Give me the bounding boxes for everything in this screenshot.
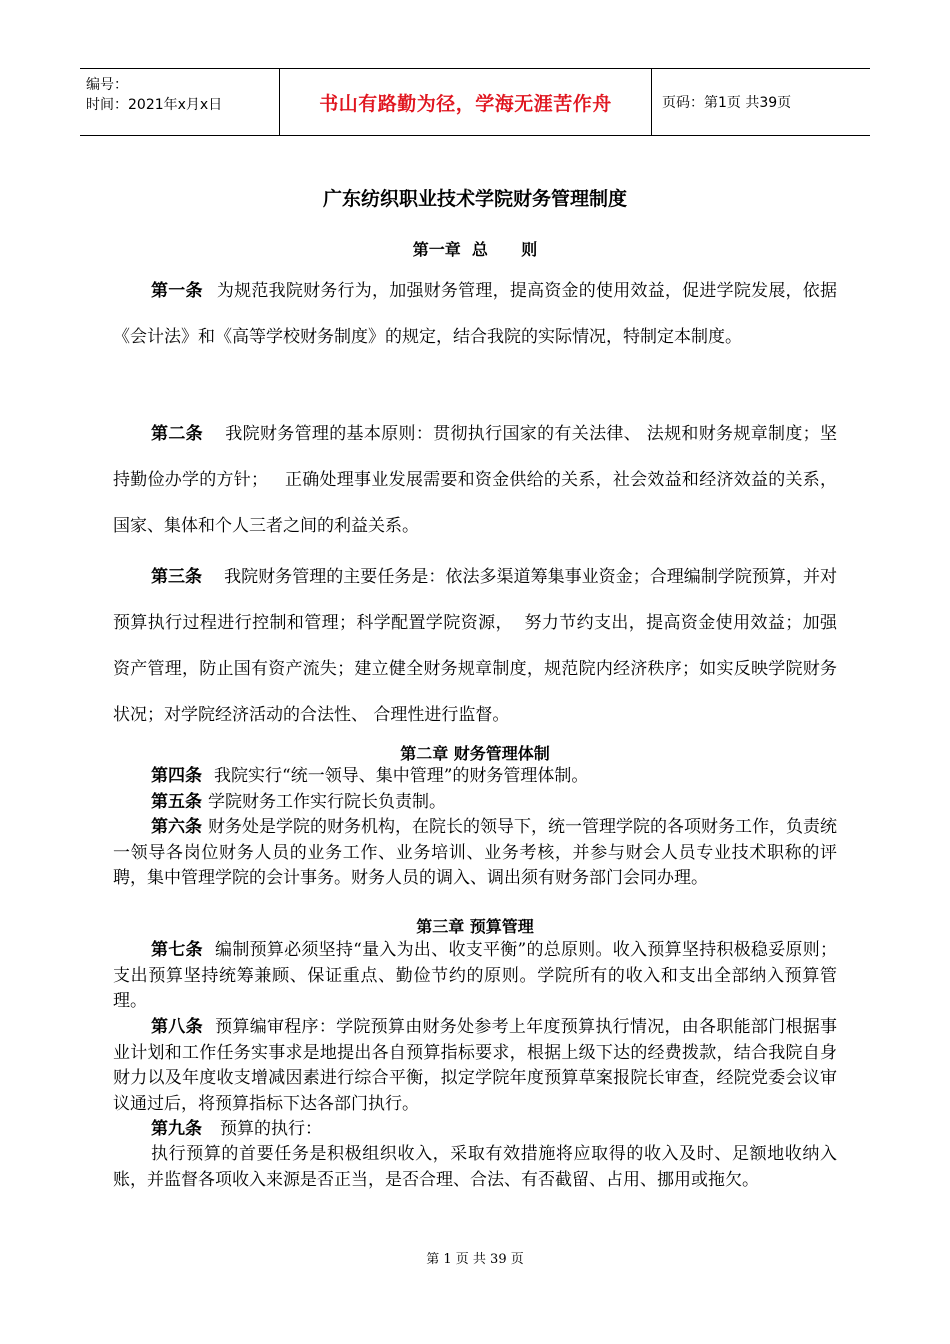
chapter-2-heading: 第二章 财务管理体制 [400,744,550,763]
article-6-text: 财务处是学院的财务机构，在院长的领导下，统一管理学院的各项财务工作，负责统一领导各岗位财务人员的业务工作、业务培训、业务考核，并参与财会人员专业技术职称的评聘，集中管理学院的会计事务。财务人员的调入、调出须有财务部门会同办理。 [113,817,837,888]
article-2-text: 我院财务管理的基本原则：贯彻执行国家的有关法律、 法规和财务规章制度；坚持勤俭办学的方针； 正确处理事业发展需要和资金供给的关系，社会效益和经济效益的关系，国家、集体和个人三者之间的利益关系。 [113,424,837,536]
article-9 [113,1117,837,1143]
chapter-1-heading: 第一章 总 则 [412,240,538,259]
article-2-head: 第二条 [151,424,203,444]
article-1-head: 第一条 [151,281,203,301]
article-3 [113,554,837,738]
article-7 [113,938,837,1015]
article-6-head: 第六条 [151,817,202,837]
article-4-text: 我院实行“统一领导、集中管理”的财务管理体制。 [214,766,589,786]
motto-text: 书山有路勤为径，学海无涯苦作舟 [319,92,612,115]
article-8-text: 预算编审程序：学院预算由财务处参考上年度预算执行情况，由各职能部门根据事业计划和工作任务实事求是地提出各自预算指标要求，根据上级下达的经费拨款，结合我院自身财力以及年度收支增减因素进行综合平衡，拟定学院年度预算草案报院长审查，经院党委会议审议通过后，将预算指标下达各部门执行。 [113,1017,838,1114]
header-meta-cell [80,69,280,135]
page-info: 页码：第1页 共39页 [662,95,792,111]
article-1-text: 为规范我院财务行为，加强财务管理，提高资金的使用效益，促进学院发展，依据《会计法》和《高等学校财务制度》的规定，结合我院的实际情况，特制定本制度。 [113,281,838,347]
article-7-text: 编制预算必须坚持“量入为出、收支平衡”的总原则。收入预算坚持积极稳妥原则；支出预算坚持统筹兼顾、保证重点、勤俭节约的原则。学院所有的收入和支出全部纳入预算管理。 [113,940,837,1011]
article-6 [113,815,837,892]
article-3-text: 我院财务管理的主要任务是：依法多渠道筹集事业资金；合理编制学院预算，并对预算执行过程进行控制和管理；科学配置学院资源， 努力节约支出，提高资金使用效益；加强资产管理，防止国有资产流失；建立健全财务规章制度，规范院内经济秩序；如实反映学院财务状况；对学院经济活动的合法性、 合理性进行监督。 [113,567,837,725]
header-table [80,68,870,136]
article-7-head: 第七条 [151,940,203,960]
article-4-head: 第四条 [151,766,202,786]
header-motto-cell [280,69,652,135]
page-footer: 第 1 页 共 39 页 [426,1252,524,1267]
article-1 [113,268,837,360]
article-9-paragraph: 执行预算的首要任务是积极组织收入，采取有效措施将应取得的收入及时、足额地收纳入账，并监督各项收入来源是否正当，是否合理、合法、有否截留、占用、挪用或拖欠。 [113,1144,837,1190]
article-5-text: 学院财务工作实行院长负责制。 [208,792,446,812]
article-5-head: 第五条 [151,792,202,812]
chapter-3-heading: 第三章 预算管理 [416,917,534,936]
time-label: 时间：2021年x月x日 [86,97,223,113]
header-page-cell [652,69,870,135]
article-3-head: 第三条 [151,567,203,587]
article-5 [113,790,837,816]
document-title: 广东纺织职业技术学院财务管理制度 [322,188,627,210]
article-8 [113,1015,837,1117]
article-2 [113,411,837,549]
article-9-text: 预算的执行： [220,1119,322,1139]
number-label: 编号： [86,77,128,93]
article-9-head: 第九条 [151,1119,202,1139]
article-4 [113,764,837,790]
article-8-head: 第八条 [151,1017,203,1037]
